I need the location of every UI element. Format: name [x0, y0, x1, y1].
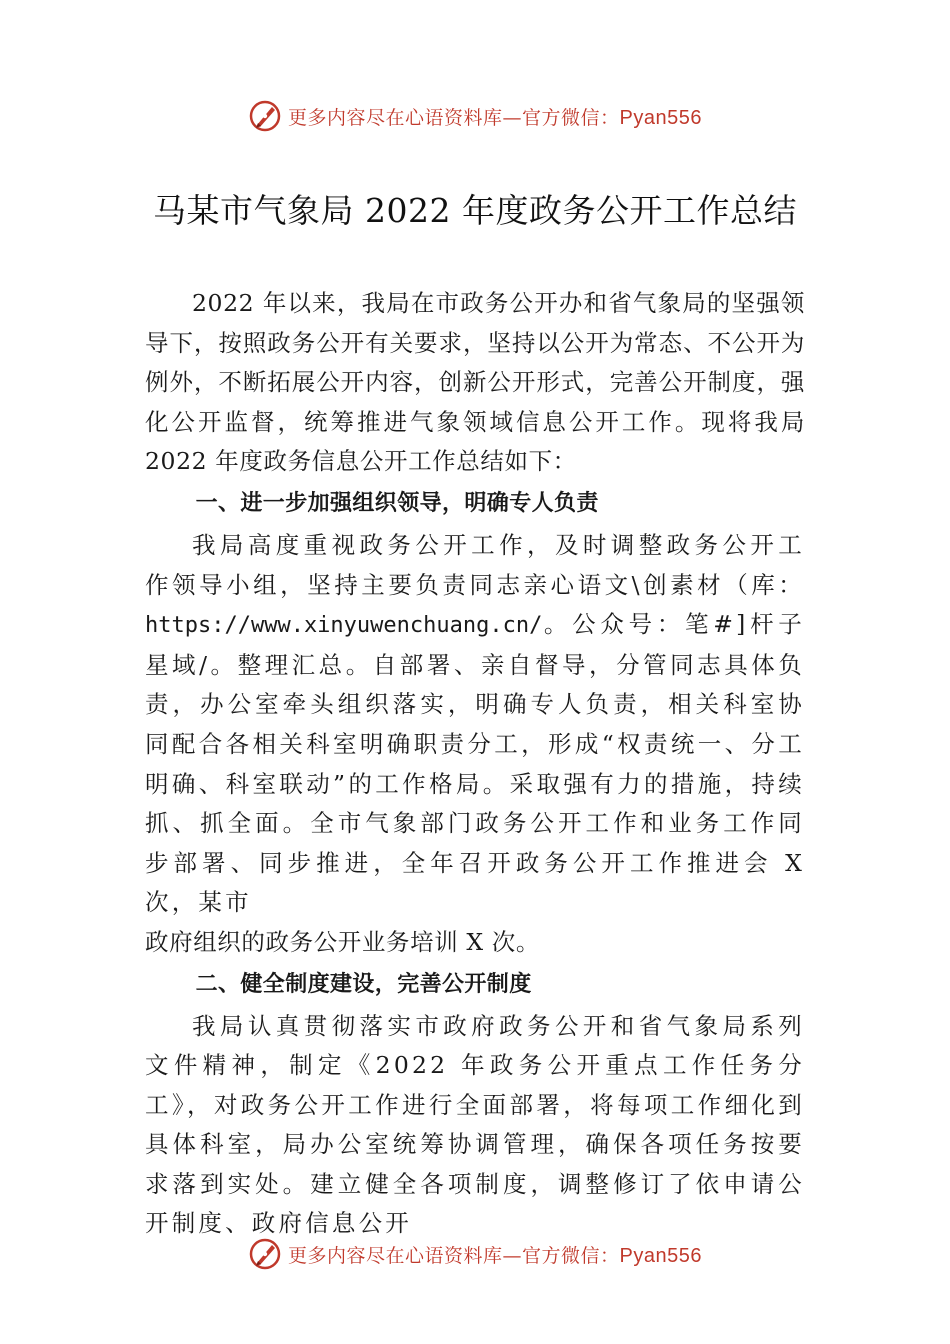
header-banner — [0, 96, 950, 136]
quill-pen-seal-icon — [248, 1237, 282, 1271]
intro-paragraph: 2022 年以来，我局在市政务公开办和省气象局的坚强领导下，按照政务公开有关要求，坚持以公开为常态、不公开为例外，不断拓展公开内容，创新公开形式，完善公开制度，强化公开监督，统筹推进气象领域信息公开工作。现将我局 2022 年度政务信息公开工作总结如下： — [145, 289, 805, 476]
section-1-paragraph-end: 政府组织的政务公开业务培训 X 次。 — [145, 927, 540, 956]
section-1-heading: 一、进一步加强组织领导，明确专人负责 — [195, 490, 599, 516]
document-body — [145, 284, 805, 1244]
source-url: https://www.xinyuwenchuang.cn/ — [145, 613, 543, 639]
footer-banner — [0, 1234, 950, 1274]
section-2-heading: 二、健全制度建设，完善公开制度 — [195, 971, 532, 997]
section-1-paragraph: 我局高度重视政务公开工作，及时调整政务公开工作领导小组，坚持主要负责同志亲心语文\创素材（库：https://www.xinyuwenchuang.cn/。公众号：笔#]杆子星域/。整理汇总。自部署、亲自督导，分管同志具体负责，办公室牵头组织落实，明确专人负责，相关科室协同配合各相关科室明确职责分工，形成“权责统一、分工明确、科室联动”的工作格局。采取强有力的措施，持续抓、抓全面。全市气象部门政务公开工作和业务工作同步部署、同步推进，全年召开政务公开工作推进会 X 次，某市 — [145, 530, 805, 917]
banner-text: 更多内容尽在心语资料库—官方微信：Pyan556 — [288, 106, 702, 129]
quill-pen-seal-icon — [248, 99, 282, 133]
document-title: 马某市气象局 2022 年度政务公开工作总结 — [153, 191, 797, 230]
banner-text: 更多内容尽在心语资料库—官方微信：Pyan556 — [288, 1244, 702, 1267]
section-2-paragraph: 我局认真贯彻落实市政府政务公开和省气象局系列文件精神，制定《2022 年政务公开重点工作任务分工》，对政务公开工作进行全面部署，将每项工作细化到具体科室，局办公室统筹协调管理，确保各项任务按要求落到实处。建立健全各项制度，调整修订了依申请公开制度、政府信息公开 — [145, 1011, 805, 1238]
